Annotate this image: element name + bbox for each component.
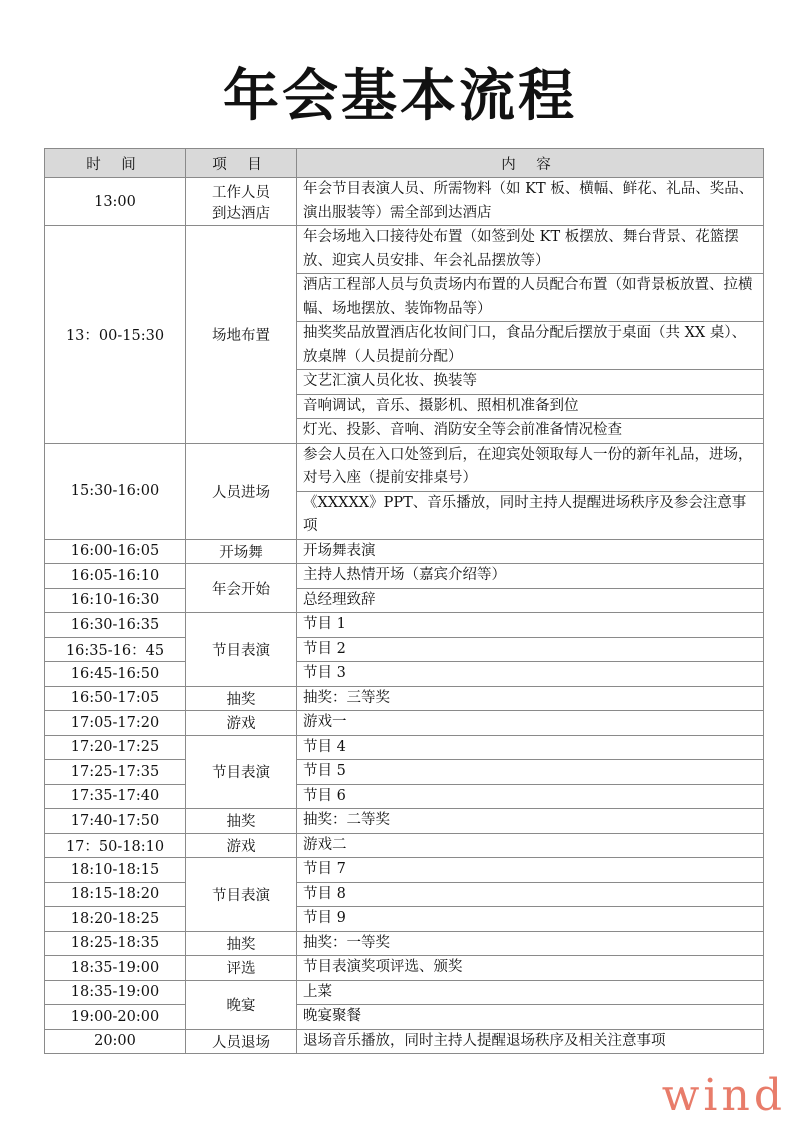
- item-cell: 游戏: [186, 711, 297, 736]
- time-cell: 13:00: [45, 178, 186, 226]
- time-cell: 16:35-16：45: [45, 637, 186, 662]
- content-cell: 节目 3: [297, 662, 764, 687]
- header-item: 项 目: [186, 149, 297, 178]
- time-cell: 18:20-18:25: [45, 907, 186, 932]
- table-row: [45, 178, 764, 226]
- item-cell: 抽奖: [186, 931, 297, 956]
- table-row: [45, 637, 764, 662]
- table-row: [45, 1005, 764, 1030]
- content-cell: 年会场地入口接待处布置（如签到处 KT 板摆放、舞台背景、花篮摆放、迎宾人员安排、年会礼品摆放等）: [297, 226, 764, 274]
- time-cell: 17:40-17:50: [45, 809, 186, 834]
- content-cell: 总经理致辞: [297, 588, 764, 613]
- table-row: [45, 760, 764, 785]
- schedule-body: [45, 178, 764, 1054]
- table-row: [45, 809, 764, 834]
- content-cell: 灯光、投影、音响、消防安全等会前准备情况检查: [297, 419, 764, 444]
- table-row: [45, 539, 764, 564]
- table-row: [45, 956, 764, 981]
- content-cell: 开场舞表演: [297, 539, 764, 564]
- time-cell: 18:25-18:35: [45, 931, 186, 956]
- time-cell: 16:45-16:50: [45, 662, 186, 687]
- header-content: 内 容: [297, 149, 764, 178]
- item-cell: 游戏: [186, 833, 297, 858]
- item-cell: 节目表演: [186, 858, 297, 932]
- content-cell: 文艺汇演人员化妆、换装等: [297, 370, 764, 395]
- table-row: [45, 711, 764, 736]
- table-row: [45, 662, 764, 687]
- item-cell: 人员进场: [186, 443, 297, 539]
- item-cell: 场地布置: [186, 226, 297, 444]
- time-cell: 17:05-17:20: [45, 711, 186, 736]
- content-cell: 节目 5: [297, 760, 764, 785]
- table-row: [45, 443, 764, 491]
- time-cell: 17:35-17:40: [45, 784, 186, 809]
- item-cell: 开场舞: [186, 539, 297, 564]
- table-row: [45, 833, 764, 858]
- content-cell: 年会节目表演人员、所需物料（如 KT 板、横幅、鲜花、礼品、奖品、演出服装等）需全部到达酒店: [297, 178, 764, 226]
- schedule-table: [44, 148, 764, 1054]
- table-row: [45, 931, 764, 956]
- content-cell: 游戏一: [297, 711, 764, 736]
- content-cell: 酒店工程部人员与负责场内布置的人员配合布置（如背景板放置、拉横幅、场地摆放、装饰物品等）: [297, 274, 764, 322]
- content-cell: 《XXXXX》PPT、音乐播放，同时主持人提醒进场秩序及参会注意事项: [297, 491, 764, 539]
- time-cell: 17:25-17:35: [45, 760, 186, 785]
- header-row: [45, 149, 764, 178]
- time-cell: 16:05-16:10: [45, 564, 186, 589]
- content-cell: 节目表演奖项评选、颁奖: [297, 956, 764, 981]
- table-row: [45, 784, 764, 809]
- time-cell: 16:10-16:30: [45, 588, 186, 613]
- time-cell: 17:20-17:25: [45, 735, 186, 760]
- time-cell: 18:35-19:00: [45, 956, 186, 981]
- table-row: [45, 858, 764, 883]
- time-cell: 20:00: [45, 1029, 186, 1054]
- item-cell: 节目表演: [186, 613, 297, 687]
- time-cell: 16:00-16:05: [45, 539, 186, 564]
- time-cell: 16:30-16:35: [45, 613, 186, 638]
- content-cell: 抽奖奖品放置酒店化妆间门口，食品分配后摆放于桌面（共 XX 桌）、放桌牌（人员提前分配）: [297, 322, 764, 370]
- table-row: [45, 980, 764, 1005]
- time-cell: 16:50-17:05: [45, 686, 186, 711]
- table-row: [45, 1029, 764, 1054]
- page-title: 年会基本流程: [223, 64, 577, 129]
- content-cell: 节目 2: [297, 637, 764, 662]
- table-row: [45, 686, 764, 711]
- table-row: [45, 882, 764, 907]
- item-cell: 节目表演: [186, 735, 297, 809]
- time-cell: 18:15-18:20: [45, 882, 186, 907]
- table-row: [45, 588, 764, 613]
- item-cell: 抽奖: [186, 809, 297, 834]
- content-cell: 参会人员在入口处签到后，在迎宾处领取每人一份的新年礼品，进场，对号入座（提前安排桌号）: [297, 443, 764, 491]
- time-cell: 15:30-16:00: [45, 443, 186, 539]
- content-cell: 节目 6: [297, 784, 764, 809]
- content-cell: 退场音乐播放，同时主持人提醒退场秩序及相关注意事项: [297, 1029, 764, 1054]
- item-cell: 年会开始: [186, 564, 297, 613]
- time-cell: 18:10-18:15: [45, 858, 186, 883]
- content-cell: 晚宴聚餐: [297, 1005, 764, 1030]
- watermark-logo: wind: [661, 1070, 786, 1121]
- content-cell: 音响调试，音乐、摄影机、照相机准备到位: [297, 394, 764, 419]
- table-row: [45, 226, 764, 274]
- item-cell: 抽奖: [186, 686, 297, 711]
- content-cell: 节目 7: [297, 858, 764, 883]
- content-cell: 抽奖：三等奖: [297, 686, 764, 711]
- table-row: [45, 564, 764, 589]
- header-time: 时 间: [45, 149, 186, 178]
- content-cell: 节目 4: [297, 735, 764, 760]
- content-cell: 节目 9: [297, 907, 764, 932]
- table-row: [45, 907, 764, 932]
- content-cell: 游戏二: [297, 833, 764, 858]
- time-cell: 13：00-15:30: [45, 226, 186, 444]
- item-cell: 晚宴: [186, 980, 297, 1029]
- content-cell: 节目 8: [297, 882, 764, 907]
- time-cell: 19:00-20:00: [45, 1005, 186, 1030]
- item-cell: 工作人员 到达酒店: [186, 178, 297, 226]
- content-cell: 抽奖：二等奖: [297, 809, 764, 834]
- content-cell: 上菜: [297, 980, 764, 1005]
- time-cell: 17：50-18:10: [45, 833, 186, 858]
- table-row: [45, 613, 764, 638]
- content-cell: 主持人热情开场（嘉宾介绍等）: [297, 564, 764, 589]
- item-cell: 评选: [186, 956, 297, 981]
- table-row: [45, 735, 764, 760]
- time-cell: 18:35-19:00: [45, 980, 186, 1005]
- content-cell: 节目 1: [297, 613, 764, 638]
- content-cell: 抽奖：一等奖: [297, 931, 764, 956]
- item-cell: 人员退场: [186, 1029, 297, 1054]
